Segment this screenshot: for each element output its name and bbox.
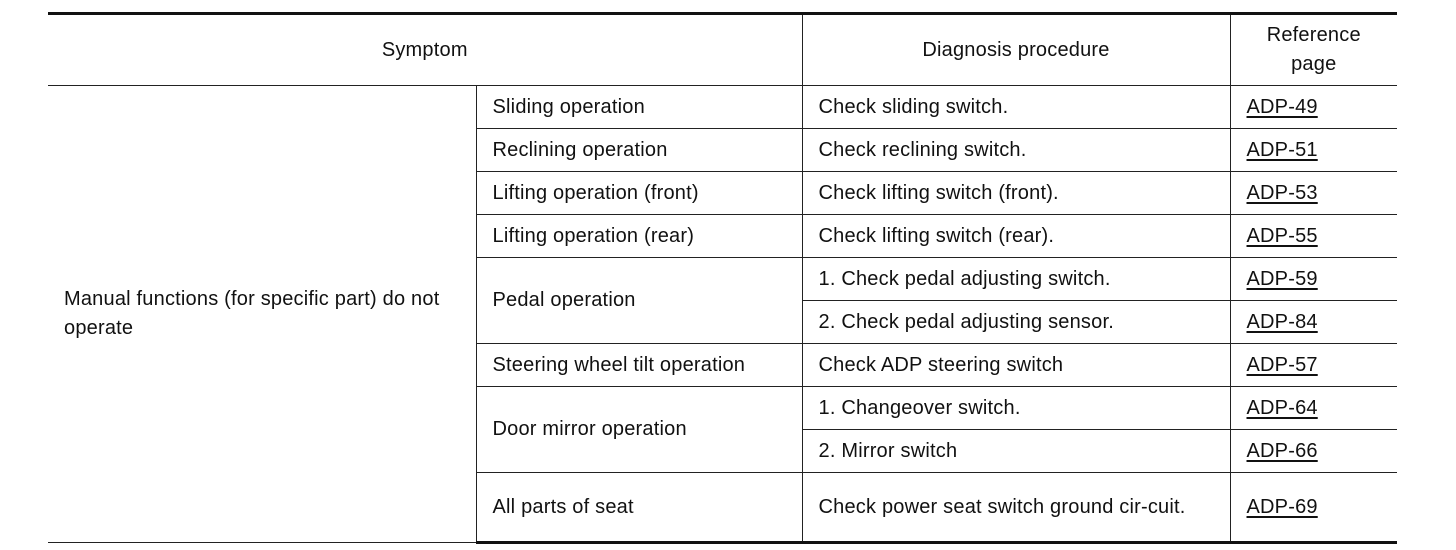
diagnosis-table [48,12,1397,544]
operation-cell: Lifting operation (front) [476,172,802,215]
procedure-cell: Check lifting switch (rear). [802,215,1230,258]
procedure-cell: 1. Changeover switch. [802,387,1230,430]
reference-link[interactable]: ADP-53 [1246,181,1318,204]
procedure-cell: 2. Mirror switch [802,430,1230,473]
reference-link[interactable]: ADP-66 [1246,439,1318,462]
symptom-cell: Manual functions (for specific part) do not operate [48,86,476,543]
table-row [48,86,1397,129]
diagnosis-header: Diagnosis procedure [802,14,1230,86]
reference-link[interactable]: ADP-69 [1246,495,1318,518]
procedure-cell: Check power seat switch ground cir-cuit. [802,473,1230,543]
reference-cell [1230,301,1397,344]
reference-link[interactable]: ADP-51 [1246,138,1318,161]
reference-cell [1230,430,1397,473]
procedure-cell: 1. Check pedal adjusting switch. [802,258,1230,301]
operation-cell: All parts of seat [476,473,802,543]
symptom-header: Symptom [48,14,802,86]
operation-cell: Steering wheel tilt operation [476,344,802,387]
procedure-cell: Check sliding switch. [802,86,1230,129]
reference-cell [1230,172,1397,215]
operation-cell: Sliding operation [476,86,802,129]
reference-cell [1230,129,1397,172]
procedure-cell: Check lifting switch (front). [802,172,1230,215]
procedure-cell: 2. Check pedal adjusting sensor. [802,301,1230,344]
reference-link[interactable]: ADP-59 [1246,267,1318,290]
reference-link[interactable]: ADP-64 [1246,396,1318,419]
reference-link[interactable]: ADP-49 [1246,95,1318,118]
procedure-cell: Check ADP steering switch [802,344,1230,387]
reference-link[interactable]: ADP-57 [1246,353,1318,376]
reference-cell [1230,258,1397,301]
reference-cell [1230,86,1397,129]
reference-cell [1230,215,1397,258]
reference-cell [1230,387,1397,430]
procedure-cell: Check reclining switch. [802,129,1230,172]
operation-cell: Reclining operation [476,129,802,172]
operation-cell: Door mirror operation [476,387,802,473]
operation-cell: Lifting operation (rear) [476,215,802,258]
reference-header: Reference page [1230,14,1397,86]
reference-link[interactable]: ADP-55 [1246,224,1318,247]
header-row [48,14,1397,86]
reference-link[interactable]: ADP-84 [1246,310,1318,333]
operation-cell: Pedal operation [476,258,802,344]
reference-cell [1230,344,1397,387]
reference-cell [1230,473,1397,543]
